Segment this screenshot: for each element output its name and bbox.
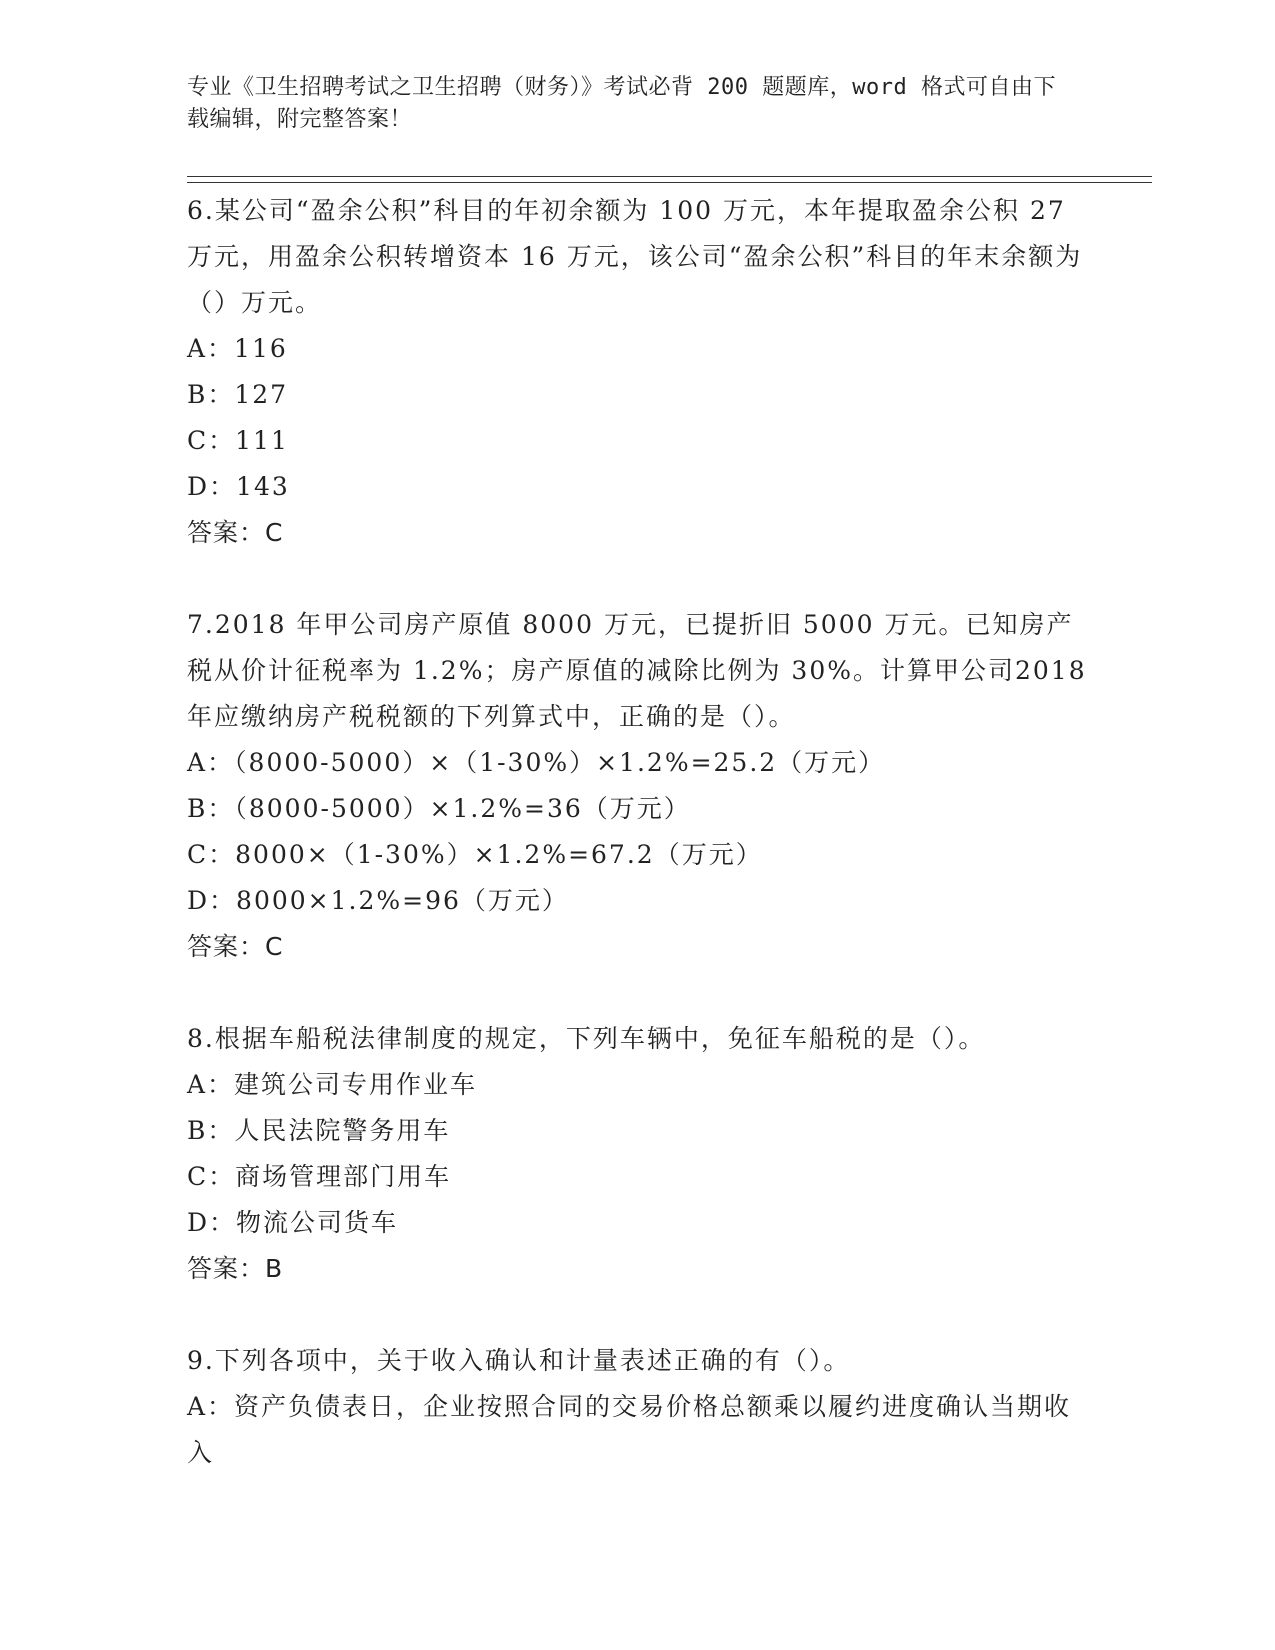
option-b: B：127 bbox=[187, 380, 289, 409]
answer: 答案：C bbox=[187, 518, 284, 547]
option-b: B：人民法院警务用车 bbox=[187, 1116, 451, 1145]
option-d: D：物流公司货车 bbox=[187, 1208, 399, 1237]
option-c: C：商场管理部门用车 bbox=[187, 1162, 452, 1191]
question-list bbox=[187, 188, 1087, 1522]
question-6 bbox=[187, 188, 1087, 556]
option-d: D：8000×1.2%=96（万元） bbox=[187, 886, 569, 915]
header-divider-top bbox=[187, 176, 1152, 177]
question-8 bbox=[187, 1016, 1087, 1292]
option-a: A：（8000-5000）×（1-30%）×1.2%=25.2（万元） bbox=[187, 748, 886, 777]
option-c: C：8000×（1-30%）×1.2%=67.2（万元） bbox=[187, 840, 763, 869]
question-7 bbox=[187, 602, 1087, 970]
option-b: B：（8000-5000）×1.2%=36（万元） bbox=[187, 794, 691, 823]
header-divider-bottom bbox=[187, 182, 1152, 183]
question-text: 7.2018 年甲公司房产原值 8000 万元，已提折旧 5000 万元。已知房产税从价计征税率为 1.2%；房产原值的减除比例为 30%。计算甲公司2018 年应缴纳房产税税额的下列算式中，正确的是（）。 bbox=[187, 610, 1087, 731]
question-text: 8.根据车船税法律制度的规定，下列车辆中，免征车船税的是（）。 bbox=[187, 1024, 986, 1053]
option-d: D：143 bbox=[187, 472, 290, 501]
question-text: 9.下列各项中，关于收入确认和计量表述正确的有（）。 bbox=[187, 1346, 851, 1375]
option-a: A：建筑公司专用作业车 bbox=[187, 1070, 478, 1099]
document-header: 专业《卫生招聘考试之卫生招聘（财务）》考试必背 200 题题库，word 格式可自由下载编辑，附完整答案！ bbox=[187, 75, 1056, 132]
question-9 bbox=[187, 1338, 1087, 1476]
option-a: A：资产负债表日，企业按照合同的交易价格总额乘以履约进度确认当期收入 bbox=[187, 1392, 1072, 1467]
answer: 答案：B bbox=[187, 1254, 284, 1283]
option-a: A：116 bbox=[187, 334, 288, 363]
option-c: C：111 bbox=[187, 426, 289, 455]
question-text: 6.某公司“盈余公积”科目的年初余额为 100 万元，本年提取盈余公积 27 万元，用盈余公积转增资本 16 万元，该公司“盈余公积”科目的年末余额为（）万元。 bbox=[187, 196, 1083, 317]
answer: 答案：C bbox=[187, 932, 284, 961]
